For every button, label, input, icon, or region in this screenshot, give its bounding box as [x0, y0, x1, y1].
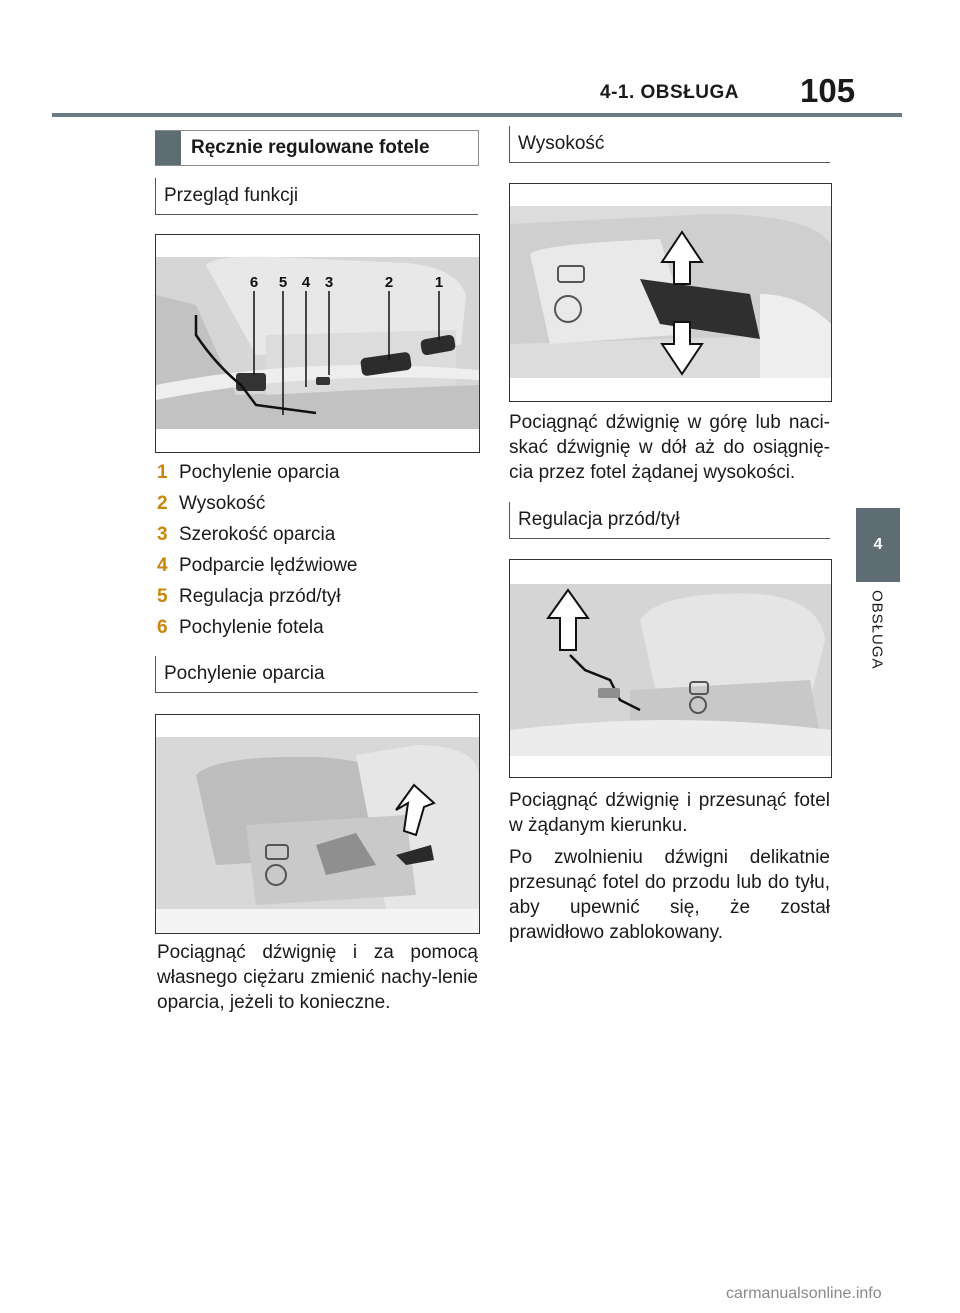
backrest-illustration	[156, 715, 479, 933]
fore-aft-text-1: Pociągnąć dźwignię i przesunąć fotel w żądanym kierunku.	[509, 790, 830, 836]
height-heading: Wysokość	[509, 126, 830, 163]
list-item-number: 3	[157, 524, 168, 545]
overview-heading: Przegląd funkcji	[155, 178, 478, 215]
height-figure	[509, 183, 832, 402]
callout-6: 6	[249, 274, 259, 291]
height-text: Pociągnąć dźwignię w górę lub naci-skać dźwignię w dół aż do osiągnię-cia przez fotel żądanej wysokości.	[509, 412, 830, 483]
seat-overview-illustration	[156, 235, 479, 452]
list-item-number: 2	[157, 493, 168, 514]
list-item	[157, 553, 358, 579]
callout-2: 2	[384, 274, 394, 291]
list-item-number: 4	[157, 555, 168, 576]
backrest-figure	[155, 714, 480, 934]
list-item	[157, 615, 324, 641]
height-illustration	[510, 184, 831, 401]
list-item-text: Pochylenie fotela	[179, 617, 324, 638]
page-number: 105	[800, 72, 856, 109]
list-item-text: Pochylenie oparcia	[179, 462, 340, 483]
chapter-tab-label: OBSŁUGA	[868, 590, 886, 670]
list-item-text: Szerokość oparcia	[179, 524, 336, 545]
list-item	[157, 522, 335, 548]
backrest-heading: Pochylenie oparcia	[155, 656, 478, 693]
list-item-number: 6	[157, 617, 168, 638]
section-title: Ręcznie regulowane fotele	[191, 137, 430, 158]
list-item	[157, 491, 265, 517]
section-title-bar	[155, 131, 181, 165]
list-item	[157, 460, 340, 486]
callout-4: 4	[301, 274, 311, 291]
watermark: carmanualsonline.info	[726, 1285, 882, 1302]
list-item-number: 1	[157, 462, 168, 483]
list-item-text: Regulacja przód/tył	[179, 586, 341, 607]
fore-aft-illustration	[510, 560, 831, 777]
list-item-text: Wysokość	[179, 493, 266, 514]
list-item	[157, 584, 341, 610]
callout-3: 3	[324, 274, 334, 291]
backrest-text: Pociągnąć dźwignię i za pomocą własnego ciężaru zmienić nachy-lenie oparcia, jeżeli to konieczne.	[157, 942, 478, 1013]
callout-5: 5	[278, 274, 288, 291]
list-item-number: 5	[157, 586, 168, 607]
header-rule	[52, 113, 902, 117]
chapter-tab: 4	[856, 508, 900, 582]
callout-1: 1	[434, 274, 444, 291]
fore-aft-text-2: Po zwolnieniu dźwigni delikatnie przesunąć fotel do przodu lub do tyłu, aby upewnić się, że został prawidłowo zablokowany.	[509, 847, 830, 943]
header-section-title: 4-1. OBSŁUGA	[600, 82, 740, 103]
seat-overview-figure	[155, 234, 480, 453]
fore-aft-heading: Regulacja przód/tył	[509, 502, 830, 539]
section-title-box	[155, 130, 479, 166]
fore-aft-figure	[509, 559, 832, 778]
list-item-text: Podparcie lędźwiowe	[179, 555, 358, 576]
